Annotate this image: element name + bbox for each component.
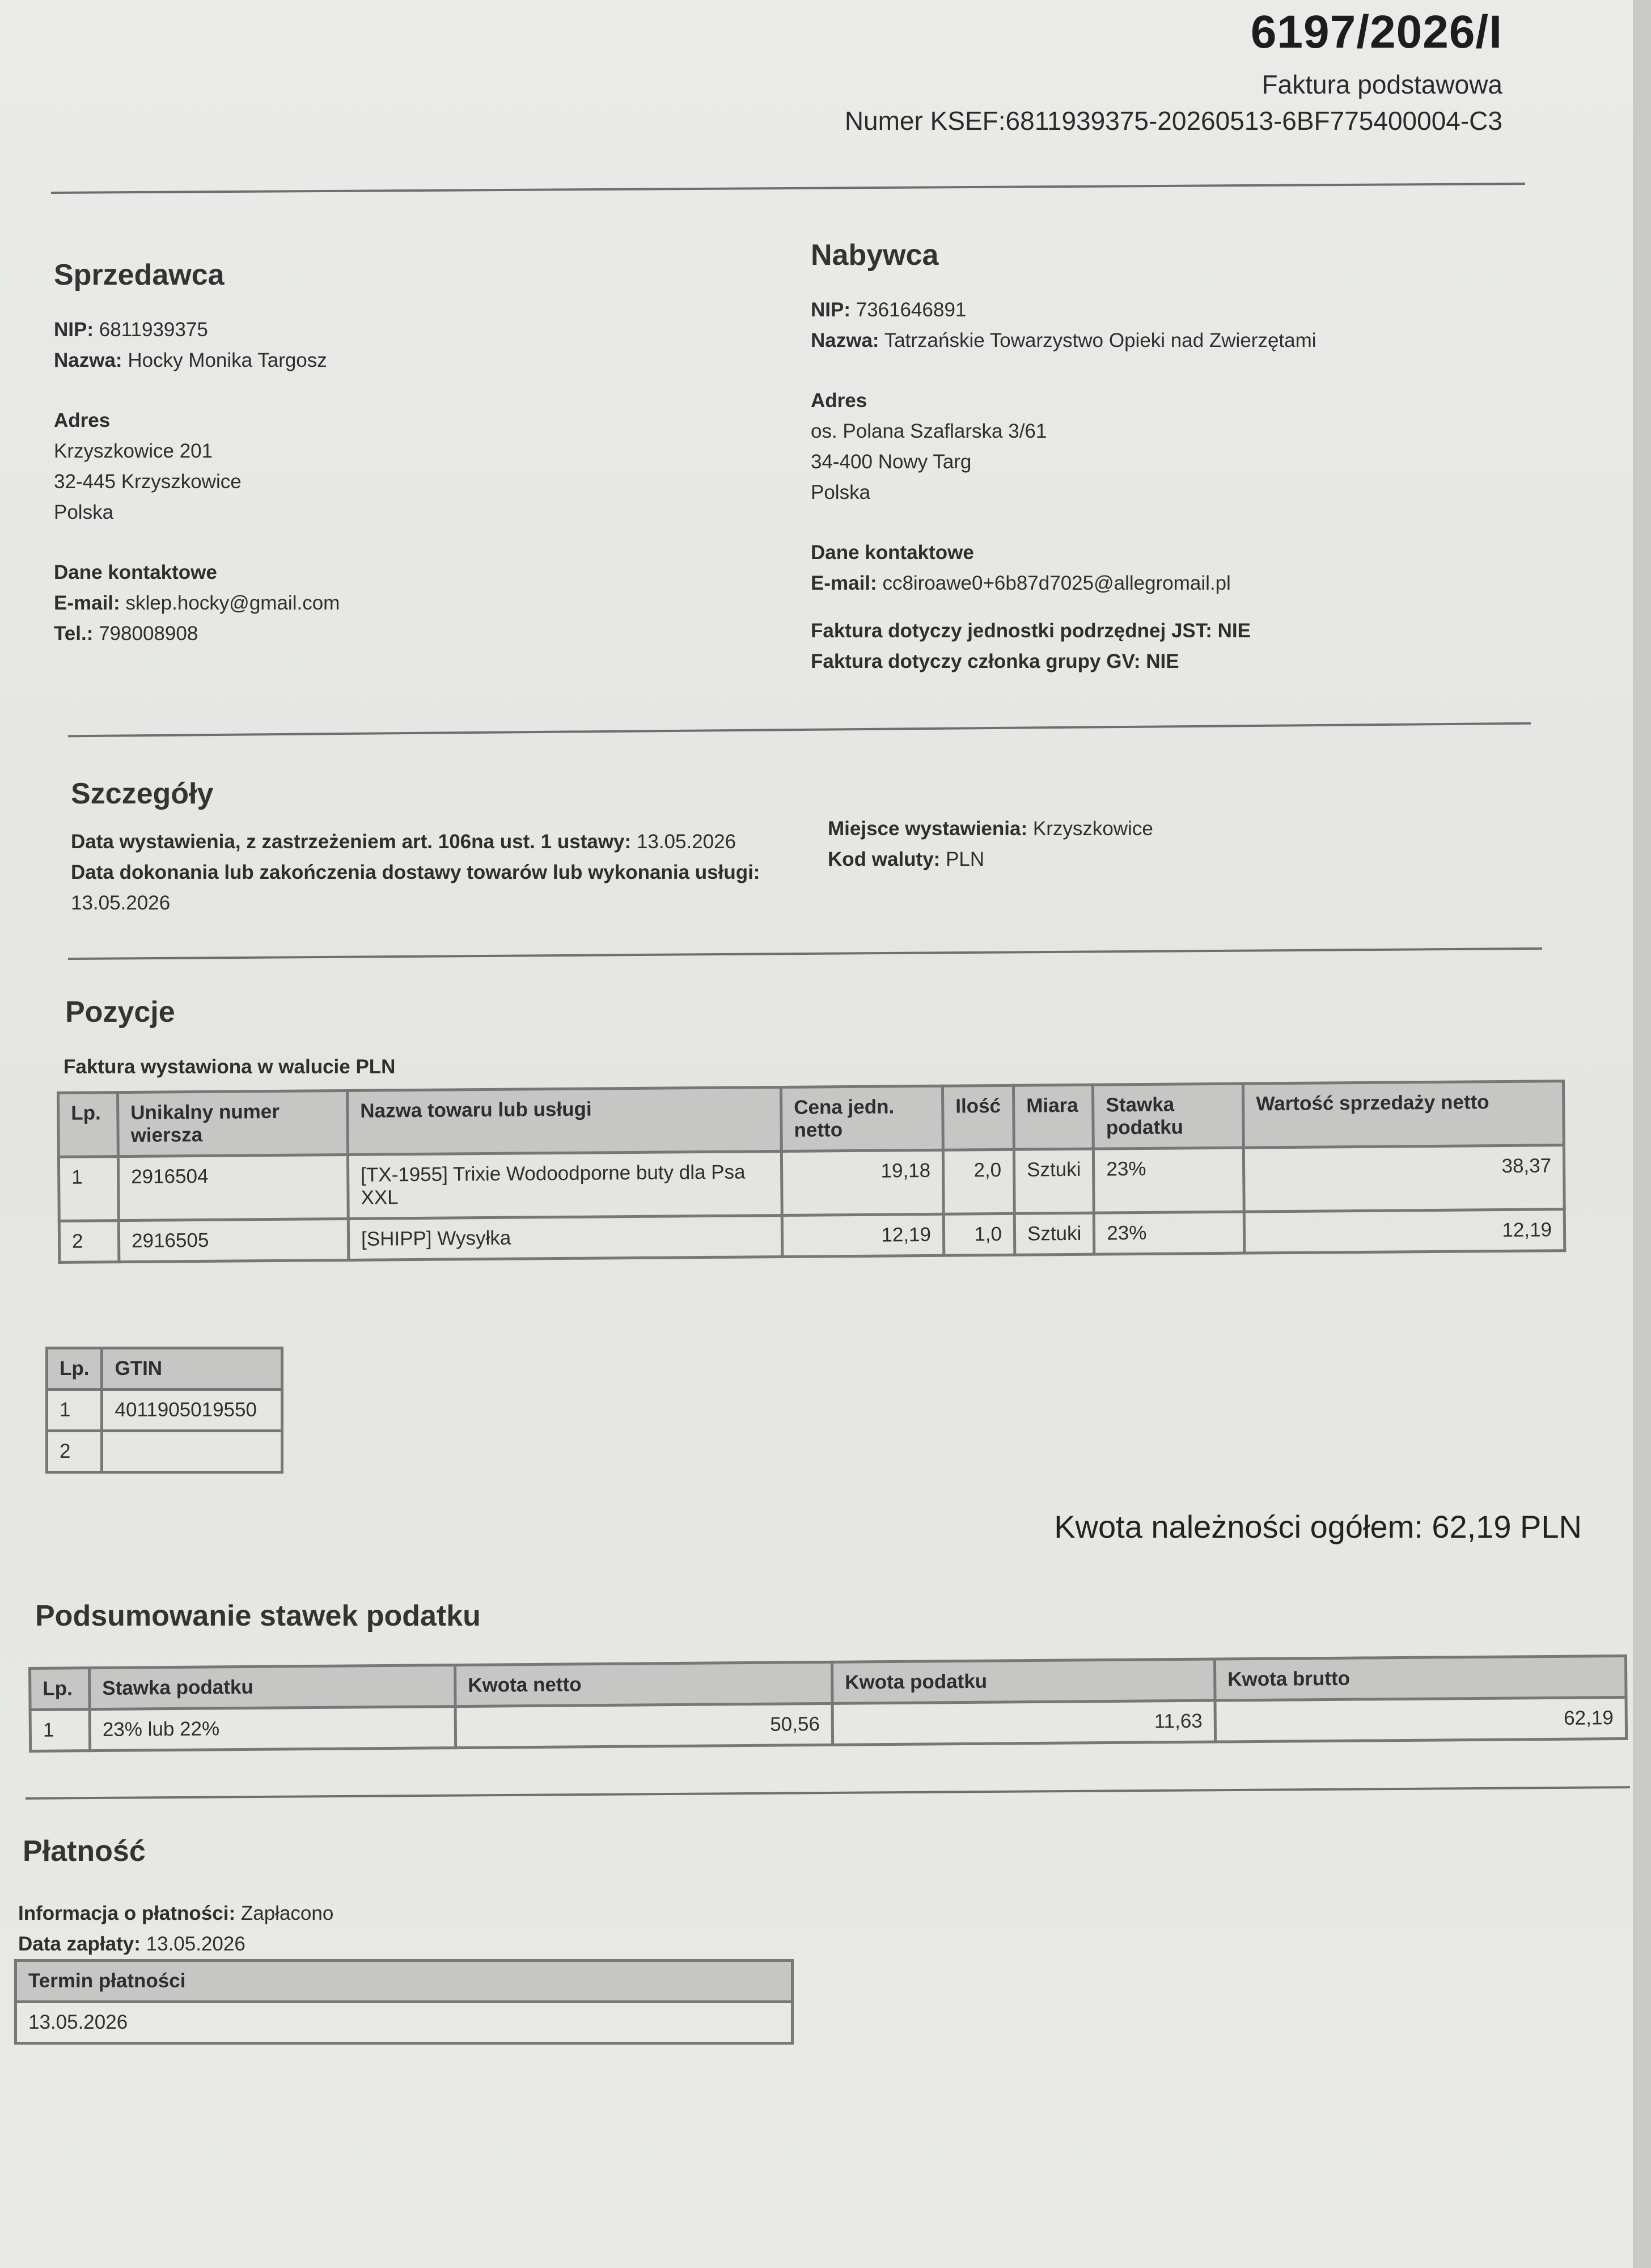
col-term: Termin płatności — [16, 1961, 793, 2002]
tax-summary-heading: Podsumowanie stawek podatku — [35, 1600, 481, 1632]
gtin-table — [45, 1347, 283, 1474]
cell-gtin: 4011905019550 — [102, 1390, 282, 1431]
col-name: Nazwa towaru lub usługi — [348, 1087, 782, 1154]
total-label: Kwota należności ogółem: — [1054, 1509, 1423, 1545]
buyer-address-heading: Adres — [811, 390, 867, 412]
cell-net: 50,56 — [455, 1703, 833, 1747]
details-right — [828, 814, 1508, 875]
buyer-address-line2: 34-400 Nowy Targ — [811, 451, 972, 473]
payment-term-header-row — [16, 1961, 793, 2002]
cell-name: [SHIPP] Wysyłka — [348, 1215, 782, 1260]
cell-gtin — [102, 1431, 282, 1472]
tax-summary-table — [28, 1655, 1628, 1753]
currency-code: Kod waluty: PLN — [828, 848, 985, 870]
col-net: Kwota netto — [455, 1662, 832, 1706]
col-uid: Unikalny numer wiersza — [118, 1090, 348, 1156]
seller-address-line2: 32-445 Krzyszkowice — [54, 471, 242, 493]
divider — [51, 183, 1525, 194]
col-unit: Miara — [1013, 1085, 1093, 1149]
cell-lp: 2 — [47, 1431, 102, 1472]
ksef-number: Numer KSEF:6811939375-20260513-6BF775400004-C3 — [844, 106, 1502, 136]
col-lp: Lp. — [47, 1348, 102, 1390]
cell-tax: 11,63 — [832, 1700, 1216, 1745]
buyer-address-line1: os. Polana Szaflarska 3/61 — [811, 420, 1047, 442]
col-rate: Stawka podatku — [1093, 1084, 1244, 1149]
col-tax: Kwota podatku — [832, 1659, 1215, 1703]
col-gross: Kwota brutto — [1214, 1656, 1626, 1700]
payment-heading: Płatność — [23, 1835, 146, 1868]
table-row — [58, 1145, 1564, 1221]
divider — [26, 1786, 1630, 1800]
cell-rate: 23% — [1094, 1212, 1245, 1254]
cell-lp: 1 — [58, 1157, 118, 1221]
seller-nip: NIP: 6811939375 — [54, 319, 208, 341]
seller-heading: Sprzedawca — [54, 259, 225, 291]
issue-date: Data wystawienia, z zastrzeżeniem art. 106na ust. 1 ustawy: 13.05.2026 — [71, 831, 736, 853]
seller-address-line3: Polska — [54, 501, 114, 523]
total-value: 62,19 PLN — [1432, 1509, 1582, 1545]
cell-uid: 2916504 — [118, 1154, 348, 1220]
currency-note: Faktura wystawiona w walucie PLN — [64, 1056, 396, 1078]
col-rate: Stawka podatku — [90, 1665, 456, 1710]
divider — [68, 947, 1542, 960]
cell-value: 38,37 — [1244, 1145, 1565, 1212]
positions-heading: Pozycje — [65, 996, 175, 1029]
cell-price: 19,18 — [781, 1150, 943, 1215]
gtin-header-row — [47, 1348, 282, 1390]
payment-term-table — [14, 1959, 794, 2045]
invoice-type: Faktura podstawowa — [1261, 70, 1502, 99]
cell-lp: 2 — [59, 1221, 119, 1263]
cell-unit: Sztuki — [1014, 1213, 1094, 1255]
cell-rate: 23% — [1094, 1148, 1244, 1213]
cell-qty: 2,0 — [943, 1149, 1014, 1214]
cell-qty: 1,0 — [943, 1213, 1015, 1255]
seller-email: E-mail: sklep.hocky@gmail.com — [54, 592, 340, 614]
cell-value: 12,19 — [1244, 1209, 1565, 1253]
col-value: Wartość sprzedaży netto — [1243, 1081, 1564, 1148]
col-price: Cena jedn. netto — [781, 1086, 943, 1151]
total-due — [1054, 1508, 1582, 1545]
col-lp: Lp. — [58, 1093, 118, 1157]
buyer-heading: Nabywca — [811, 239, 939, 272]
divider — [68, 722, 1531, 738]
col-qty: Ilość — [942, 1085, 1014, 1150]
cell-price: 12,19 — [782, 1214, 944, 1256]
col-lp: Lp. — [30, 1668, 90, 1710]
seller-address-line1: Krzyszkowice 201 — [54, 440, 213, 462]
details-heading: Szczegóły — [71, 777, 214, 810]
buyer-address-line3: Polska — [811, 481, 871, 503]
cell-term: 13.05.2026 — [16, 2002, 793, 2043]
payment-date: Data zapłaty: 13.05.2026 — [18, 1933, 245, 1955]
buyer-section — [811, 238, 1548, 677]
cell-unit: Sztuki — [1014, 1149, 1094, 1213]
seller-phone: Tel.: 798008908 — [54, 623, 198, 645]
buyer-nip: NIP: 7361646891 — [811, 299, 967, 321]
invoice-number: 6197/2026/I — [1250, 6, 1502, 58]
buyer-contact-heading: Dane kontaktowe — [811, 541, 974, 564]
buyer-gv: Faktura dotyczy członka grupy GV: NIE — [811, 650, 1179, 672]
cell-name: [TX-1955] Trixie Wodoodporne buty dla Psa XXL — [348, 1151, 782, 1218]
details-section — [71, 777, 808, 919]
col-gtin: GTIN — [102, 1348, 282, 1390]
payment-info — [18, 1898, 333, 1960]
table-row — [47, 1431, 282, 1472]
payment-status: Informacja o płatności: Zapłacono — [18, 1902, 334, 1924]
positions-header-row — [58, 1081, 1564, 1157]
buyer-jst: Faktura dotyczy jednostki podrzędnej JST: NIE — [811, 620, 1251, 642]
cell-lp: 1 — [47, 1390, 102, 1431]
table-row — [16, 2002, 793, 2043]
seller-address-heading: Adres — [54, 409, 111, 431]
delivery-date: Data dokonania lub zakończenia dostawy towarów lub wykonania usługi: 13.05.2026 — [71, 861, 760, 914]
buyer-name: Nazwa: Tatrzańskie Towarzystwo Opieki nad Zwierzętami — [811, 329, 1316, 352]
seller-name: Nazwa: Hocky Monika Targosz — [54, 349, 327, 371]
cell-uid: 2916505 — [118, 1218, 349, 1262]
table-row — [47, 1390, 282, 1431]
cell-lp: 1 — [30, 1710, 90, 1751]
positions-table — [57, 1080, 1566, 1264]
buyer-email: E-mail: cc8iroawe0+6b87d7025@allegromail.pl — [811, 572, 1231, 594]
seller-contact-heading: Dane kontaktowe — [54, 561, 217, 583]
cell-gross: 62,19 — [1215, 1697, 1627, 1742]
issue-place: Miejsce wystawienia: Krzyszkowice — [828, 818, 1153, 840]
cell-rate: 23% lub 22% — [90, 1707, 456, 1751]
seller-section — [54, 258, 791, 649]
